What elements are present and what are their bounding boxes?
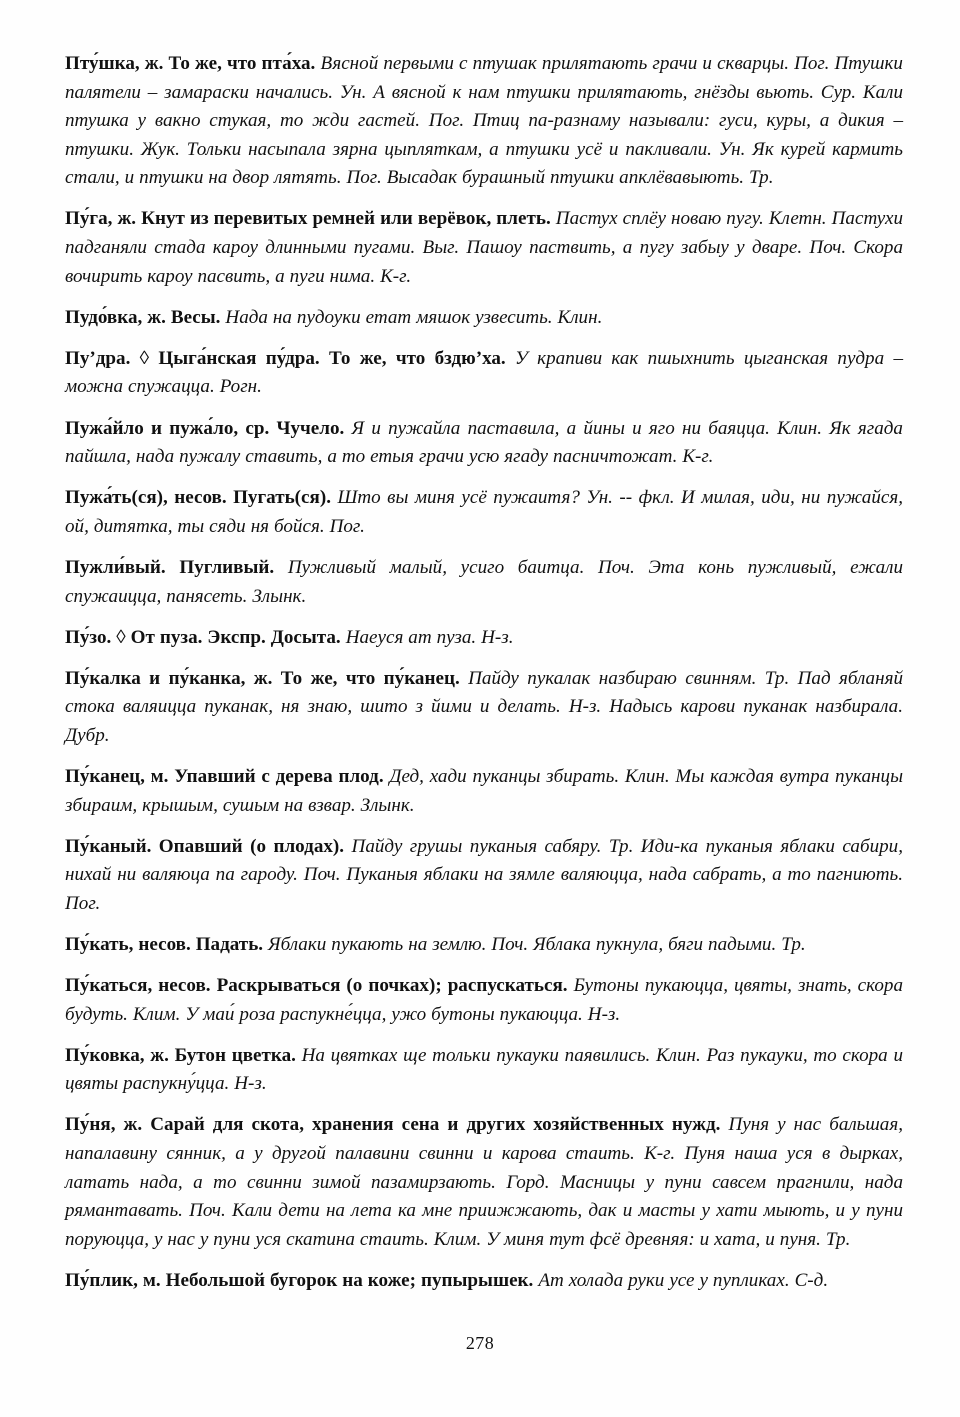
entry-headword: Пудо́вка, ж. Весы. <box>65 306 221 328</box>
dictionary-entry <box>65 304 903 333</box>
entry-headword: Пу’дра. ◊ Цыга́нская пу́дра. То же, что бздю’ха. <box>65 347 506 369</box>
dictionary-entry <box>65 205 903 291</box>
entry-examples: Яблаки пукають на землю. Поч. Яблака пукнула, бяги падыми. Тр. <box>268 933 806 955</box>
dictionary-entry <box>65 665 903 751</box>
entry-examples: Нада на пудоуки етат мяшок узвесить. Клин. <box>225 306 603 328</box>
entry-examples: На цвятках ще тольки пукауки паявились. Клин. Раз пукауки, то скора и цвяты распукну́цца. Н-з. <box>65 1044 903 1095</box>
entry-headword: Пу́каться, несов. Раскрываться (о почках); распускаться. <box>65 975 568 997</box>
dictionary-entry <box>65 50 903 193</box>
entry-examples: У крапиви как пшыхнить цыганская пудра – можна спужацца. Рогн. <box>65 347 903 398</box>
dictionary-entry <box>65 763 903 820</box>
entry-examples: Пастух сплёу новаю пугу. Клетн. Пастухи падганяли стада кароу длинными пугами. Выг. Пашоу паствить, а пугу забыу у дваре. Поч. Скора вочирить кароу пасвить, а пуги нима. К-г. <box>65 208 903 287</box>
entry-examples: Што вы миня усё пужаитя? Ун. -- фкл. И милая, иди, ни пужайся, ой, дитятка, ты сяди ня бойся. Пог. <box>65 487 903 537</box>
entry-headword: Пу́зо. ◊ От пуза. Экспр. Досыта. <box>65 626 341 648</box>
entry-headword: Пу́каный. Опавший (о плодах). <box>65 835 345 857</box>
dictionary-entry <box>65 345 903 402</box>
entry-headword: Пу́га, ж. Кнут из перевитых ремней или верёвок, плеть. <box>65 208 551 230</box>
entry-examples: Наеуся ат пуза. Н-з. <box>345 626 514 648</box>
entry-headword: Пту́шка, ж. То же, что пта́ха. <box>65 53 316 74</box>
dictionary-entry <box>65 972 903 1029</box>
entry-headword: Пу́ковка, ж. Бутон цветка. <box>65 1044 296 1066</box>
dictionary-entry <box>65 624 903 653</box>
entry-examples: Пайду грушы пуканыя сабяру. Тр. Иди-ка пуканыя яблаки сабири, нихай ни валяюца па гароду. Поч. Пуканыя яблаки на зямле валяюцца, нада сабрать, а то пагниють. Пог. <box>65 835 903 914</box>
entry-examples: Я и пужайла паставила, а йины и яго ни баяцца. Клин. Як ягада пайшла, нада пужалу ставить, а то етыя грачи усю ягаду пасничтожат. К-г. <box>65 417 903 468</box>
entry-examples: Бутоны пукаюцца, цвяты, знать, скора будуть. Клим. У маи́ роза распукне́цца, ужо бутоны пукаюцца. Н-з. <box>65 975 903 1025</box>
entry-headword: Пу́плик, м. Небольшой бугорок на коже; пупырышек. <box>65 1269 534 1291</box>
dictionary-entry <box>65 415 903 472</box>
page-number: 278 <box>465 1333 495 1353</box>
dictionary-entry <box>65 931 903 960</box>
entry-examples: Пуня у нас бальшая, напалавину сянник, а у другой палавини свинни и карова стаить. К-г. Пуня наша уся в дырках, латать нада, а то свинни зимой пазамирзають. Горд. Масницы у пуни савсем прагнили, нада рямантавать. Поч. Кали дети на лета ка мне приижжають, дак и масты у хати мыють, и у пуни поруюцца, у нас у пуни уся скатина стаить. Клим. У миня тут фсё древняя: и хата, и пуня. Тр. <box>65 1114 903 1250</box>
entry-headword: Пу́кать, несов. Падать. <box>65 933 264 955</box>
dictionary-entry <box>65 1042 903 1099</box>
dictionary-entry <box>65 833 903 919</box>
entry-examples: Вясной первыми с птушак прилятають грачи и скварцы. Пог. Птушки палятели – замараски начались. Ун. А вясной к нам птушки прилятають, гнёзды вьють. Сур. Кали птушка у вакно стукая, то жди гастей. Пог. Птиц па-разнаму называли: гуси, куры, а дикия – птушки. Жук. Тольки насыпала зярна цыпляткам, а птушки усё и пакливали. Ун. Як курей кармить стали, и птушки на двор лятять. Пог. Высадак бурашный птушки апклёвавыють. Тр. <box>65 53 903 189</box>
entry-headword: Пужли́вый. Пугливый. <box>65 556 275 578</box>
entry-headword: Пу́канец, м. Упавший с дерева плод. <box>65 765 384 787</box>
entry-examples: Дед, хади пуканцы збирать. Клин. Мы каждая вутра пуканцы збираим, крышым, сушым на взвар. Злынк. <box>65 765 903 816</box>
dictionary-entry <box>65 484 903 541</box>
dictionary-entry <box>65 1267 903 1296</box>
entry-headword: Пу́калка и пу́канка, ж. То же, что пу́канец. <box>65 667 460 689</box>
entry-examples: Ат холада руки усе у пупликах. С-д. <box>538 1269 829 1291</box>
entry-headword: Пужа́ть(ся), несов. Пугать(ся). <box>65 487 331 509</box>
entry-examples: Пужливый малый, усиго баитца. Поч. Эта конь пужливый, ежали спужаицца, панясеть. Злынк. <box>65 556 903 607</box>
entry-examples: Пайду пукалак назбираю свинням. Тр. Пад ябланяй стока валяицца пуканак, ня знаю, шито з йими и делать. Н-з. Надысь карови пуканак назбирала. Дубр. <box>65 667 903 746</box>
dictionary-entry <box>65 554 903 611</box>
dictionary-entry <box>65 1111 903 1254</box>
entry-headword: Пу́ня, ж. Сарай для скота, хранения сена и других хозяйственных нужд. <box>65 1114 721 1136</box>
entry-column <box>65 50 903 1295</box>
entry-headword: Пужа́йло и пужа́ло, ср. Чучело. <box>65 417 345 439</box>
